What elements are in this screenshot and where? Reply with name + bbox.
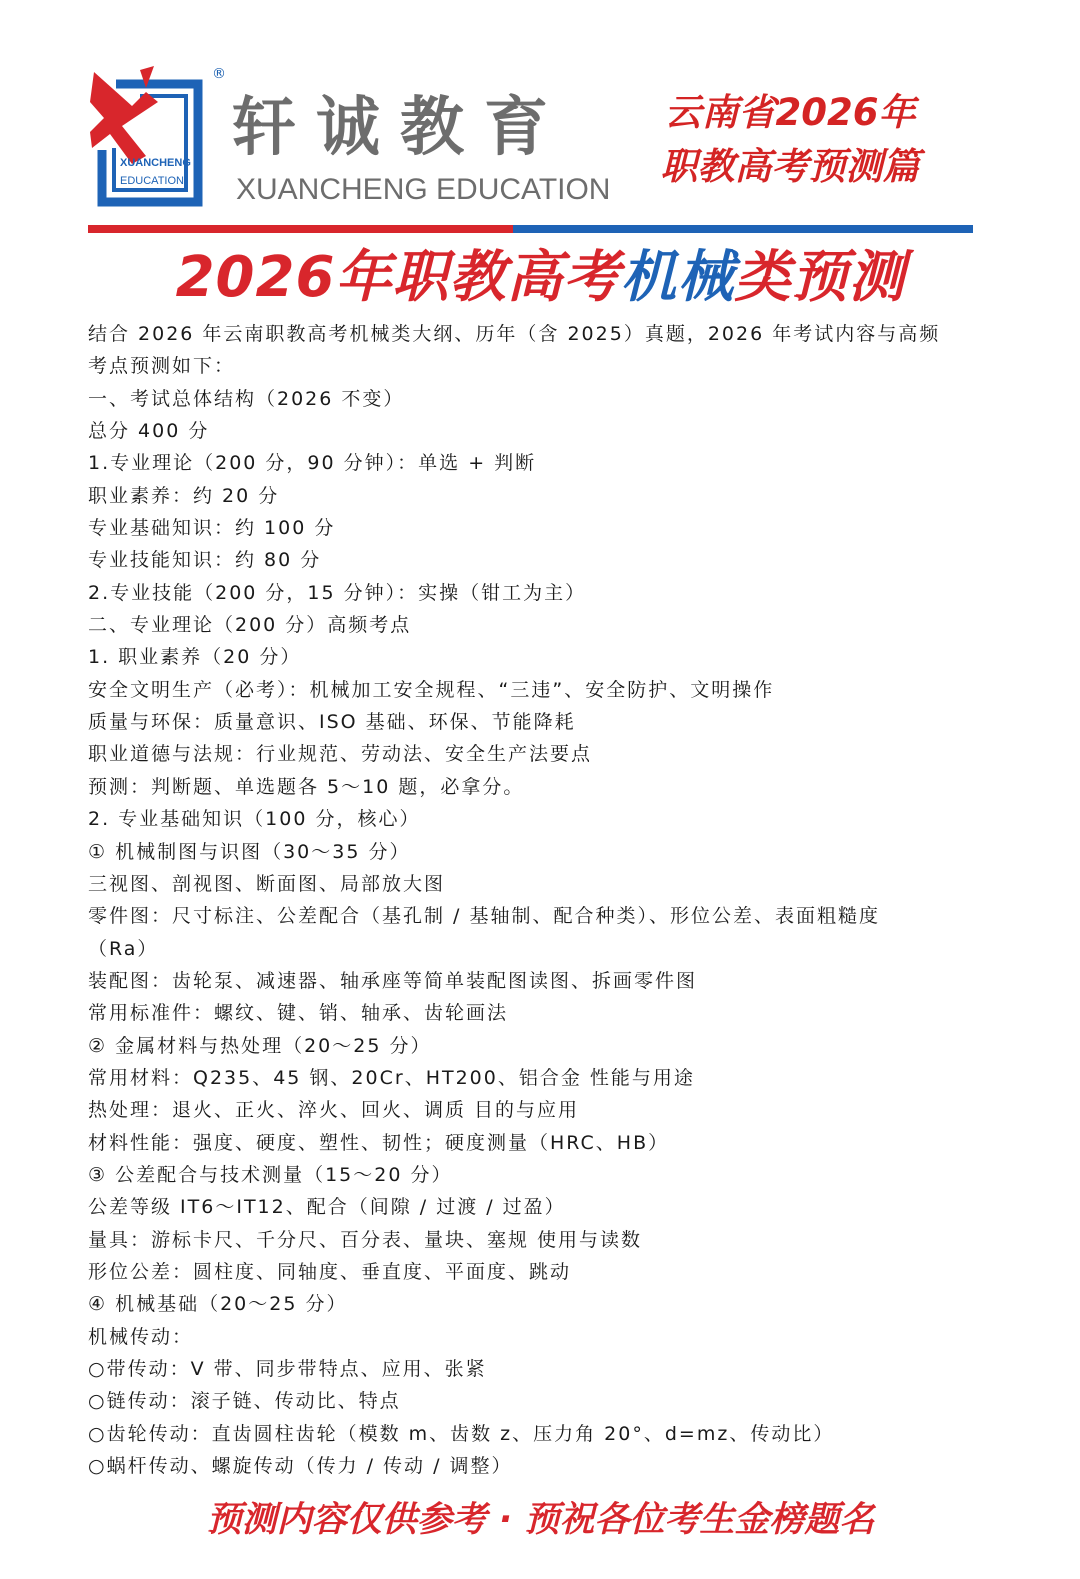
logo-text-bottom: EDUCATION [120, 175, 184, 187]
text-line: 量具：游标卡尺、千分尺、百分表、量块、塞规 使用与读数 [88, 1228, 643, 1251]
text-line: 常用标准件：螺纹、键、销、轴承、齿轮画法 [88, 1002, 509, 1025]
text-line: 专业技能知识：约 80 分 [88, 549, 322, 572]
text-line: 形位公差：圆柱度、同轴度、垂直度、平面度、跳动 [88, 1260, 572, 1283]
text-line: 2. 专业基础知识（100 分，核心） [88, 808, 421, 831]
divider-blue [513, 225, 973, 233]
text-line: 机械传动： [88, 1325, 194, 1348]
text-line: ○带传动：V 带、同步带特点、应用、张紧 [88, 1358, 487, 1380]
text-line: ④ 机械基础（20～25 分） [88, 1293, 348, 1316]
text-line: 专业基础知识：约 100 分 [88, 517, 336, 540]
footer-slogan: 预测内容仅供参考 · 预祝各位考生金榜题名 [206, 1500, 875, 1540]
title-part-blue: 机械 [620, 245, 735, 310]
text-line: 1.专业理论（200 分，90 分钟）：单选 + 判断 [88, 452, 537, 475]
document-body [88, 318, 983, 1482]
text-line: 总分 400 分 [88, 420, 210, 443]
header-divider [88, 225, 973, 233]
page-title [88, 240, 993, 316]
text-line: 材料性能：强度、硬度、塑性、韧性；硬度测量（HRC、HB） [88, 1131, 670, 1154]
text-line: 三视图、剖视图、断面图、局部放大图 [88, 872, 446, 895]
logo-icon [88, 62, 218, 214]
text-line: 一、考试总体结构（2026 不变） [88, 387, 405, 410]
text-line: 安全文明生产（必考）：机械加工安全规程、“三违”、安全防护、文明操作 [88, 678, 775, 701]
title-part-red-2: 类预测 [734, 245, 906, 310]
text-line: 预测：判断题、单选题各 5～10 题，必拿分。 [88, 775, 525, 798]
edition-label [620, 86, 960, 194]
text-line: 公差等级 IT6～IT12、配合（间隙 / 过渡 / 过盈） [88, 1196, 566, 1219]
text-line: 考点预测如下： [88, 355, 236, 378]
title-part-red: 2026年职教高考 [175, 245, 621, 310]
text-line: （Ra） [88, 937, 159, 960]
text-line: ○蜗杆传动、螺旋传动（传力 / 传动 / 调整） [88, 1455, 513, 1478]
text-line: ③ 公差配合与技术测量（15～20 分） [88, 1163, 453, 1186]
text-line: 零件图：尺寸标注、公差配合（基孔制 / 基轴制、配合种类）、形位公差、表面粗糙度 [88, 905, 880, 928]
logo-text-top: XUANCHENG [120, 157, 191, 169]
text-line: ○齿轮传动：直齿圆柱齿轮（模数 m、齿数 z、压力角 20°、d=mz、传动比） [88, 1422, 835, 1445]
text-line: 热处理：退火、正火、淬火、回火、调质 目的与应用 [88, 1099, 580, 1122]
text-line: 1. 职业素养（20 分） [88, 646, 302, 669]
text-line: 职业素养：约 20 分 [88, 484, 280, 507]
edition-line-1: 云南省2026年 [664, 91, 916, 134]
text-line: 结合 2026 年云南职教高考机械类大纲、历年（含 2025）真题，2026 年考试内容与高频 [88, 323, 941, 345]
text-line: 职业道德与法规：行业规范、劳动法、安全生产法要点 [88, 743, 593, 766]
edition-line-2: 职教高考预测篇 [660, 145, 920, 188]
text-line: ○链传动：滚子链、传动比、特点 [88, 1390, 401, 1413]
brand-name-cn: 轩诚教育 [232, 90, 568, 165]
text-line: 质量与环保：质量意识、ISO 基础、环保、节能降耗 [88, 711, 576, 734]
text-line: ① 机械制图与识图（30～35 分） [88, 840, 411, 863]
text-line: ② 金属材料与热处理（20～25 分） [88, 1034, 432, 1057]
text-line: 常用材料：Q235、45 钢、20Cr、HT200、铝合金 性能与用途 [88, 1066, 695, 1089]
brand-name-en: XUANCHENG EDUCATION [236, 173, 611, 206]
text-line: 二、专业理论（200 分）高频考点 [88, 614, 412, 637]
text-line: 2.专业技能（200 分，15 分钟）：实操（钳工为主） [88, 581, 587, 604]
registered-mark: ® [212, 66, 226, 82]
divider-red [88, 225, 513, 233]
text-line: 装配图：齿轮泵、减速器、轴承座等简单装配图读图、拆画零件图 [88, 969, 698, 992]
